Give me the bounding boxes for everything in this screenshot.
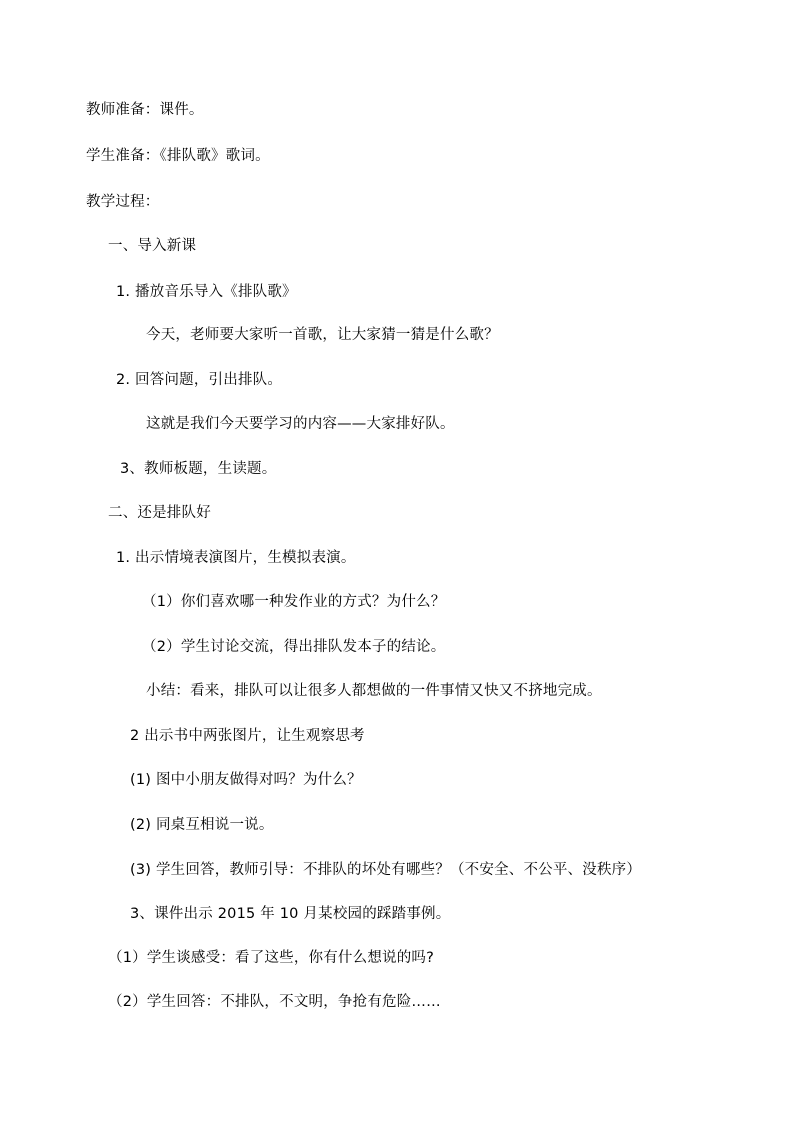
sub-item: （2）学生回答：不排队，不文明，争抢有危险……: [108, 994, 441, 1010]
sub-item: (1) 图中小朋友做得对吗？为什么？: [130, 772, 362, 788]
process-heading: 教学过程：: [86, 194, 160, 210]
summary-line: 小结：看来，排队可以让很多人都想做的一件事情又快又不挤地完成。: [146, 683, 602, 699]
paragraph-line: 这就是我们今天要学习的内容——大家排好队。: [146, 416, 455, 432]
step-1-2: 2. 回答问题，引出排队。: [116, 372, 283, 388]
sub-item: （1）你们喜欢哪一种发作业的方式？为什么？: [142, 594, 446, 610]
paragraph-line: 今天，老师要大家听一首歌，让大家猜一猜是什么歌？: [146, 327, 499, 343]
sub-item: (2) 同桌互相说一说。: [130, 817, 274, 833]
teacher-prep-line: 教师准备：课件。: [86, 102, 204, 118]
step-1-1: 1. 播放音乐导入《排队歌》: [116, 284, 297, 300]
student-prep-line: 学生准备：《排队歌》歌词。: [86, 148, 270, 164]
step-2-2: 2 出示书中两张图片，让生观察思考: [130, 728, 365, 744]
sub-item: (3) 学生回答，教师引导：不排队的坏处有哪些？（不安全、不公平、没秩序）: [130, 862, 642, 878]
step-2-3: 3、课件出示 2015 年 10 月某校园的踩踏事例。: [130, 906, 451, 922]
step-2-1: 1. 出示情境表演图片，生模拟表演。: [116, 550, 356, 566]
sub-item: （2）学生讨论交流，得出排队发本子的结论。: [142, 639, 446, 655]
section-two-heading: 二、还是排队好: [108, 505, 211, 521]
sub-item: （1）学生谈感受：看了这些，你有什么想说的吗?: [108, 950, 435, 966]
step-1-3: 3、教师板题，生读题。: [120, 461, 277, 477]
section-one-heading: 一、导入新课: [108, 238, 197, 254]
